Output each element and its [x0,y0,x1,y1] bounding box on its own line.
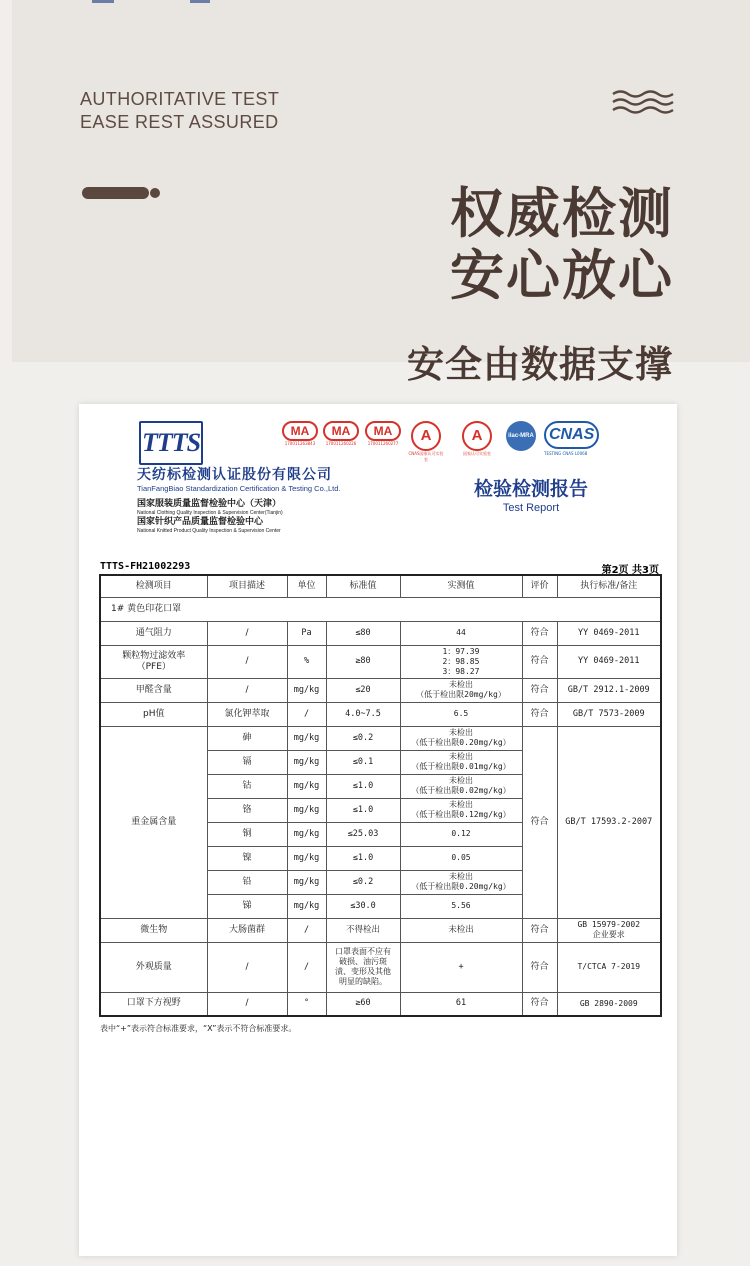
ilac-mra-seal: ilac-MRA [506,421,538,451]
item-description: 镍 [207,846,287,870]
test-item: 微生物 [100,918,207,942]
test-item: 口罩下方视野 [100,992,207,1016]
measured-value: 1：97.39 2：98.85 3：98.27 [400,645,522,678]
table-row [100,678,661,702]
measured-value: 未检出 （低于检出限0.12mg/kg） [400,798,522,822]
table-header-cell: 项目描述 [207,575,287,597]
inspection-centers [137,499,283,535]
measured-value: 5.56 [400,894,522,918]
wave-icon [611,89,675,115]
sample-label: 1# 黄色印花口罩 [100,597,661,621]
test-item: 通气阻力 [100,621,207,645]
cma-seal-1: MA 170011263843 [282,421,318,447]
standard-reference: YY 0469-2011 [557,645,661,678]
standard-value: 口罩表面不应有 破损、油污斑 渍、变形及其他 明显的缺陷。 [326,942,400,992]
unit: / [287,918,326,942]
standard-value: ≤1.0 [326,798,400,822]
evaluation: 符合 [522,702,557,726]
unit: mg/kg [287,774,326,798]
cnas-seal: CNAS TESTING CNAS L0068 [544,421,622,449]
measured-value: 未检出 （低于检出限20mg/kg） [400,678,522,702]
item-description: / [207,678,287,702]
evaluation: 符合 [522,726,557,918]
table-header-cell: 标准值 [326,575,400,597]
test-item: pH值 [100,702,207,726]
unit: mg/kg [287,798,326,822]
measured-value: 0.12 [400,822,522,846]
evaluation: 符合 [522,678,557,702]
table-header-cell: 执行标准/备注 [557,575,661,597]
item-description: / [207,992,287,1016]
top-decorative-marks [92,0,212,3]
table-row [100,992,661,1016]
item-description: 铜 [207,822,287,846]
subheadline: 安全由数据支撑 [407,343,673,386]
evaluation: 符合 [522,942,557,992]
item-description: 锑 [207,894,287,918]
item-description: 大肠菌群 [207,918,287,942]
cma-seal-2: MA 170011260226 [323,421,359,447]
unit: / [287,702,326,726]
standard-reference: GB 15979-2002 企业要求 [557,918,661,942]
item-description: 镉 [207,750,287,774]
table-row [100,621,661,645]
item-description: / [207,645,287,678]
standard-value: ≤1.0 [326,846,400,870]
ttts-logo: TTTS [139,421,203,465]
test-item: 甲醛含量 [100,678,207,702]
unit: mg/kg [287,750,326,774]
standard-value: 不得检出 [326,918,400,942]
table-header-row [100,575,661,597]
document-number: TTTS-FH21002293 [100,561,191,572]
item-description: 铬 [207,798,287,822]
standard-value: ≤30.0 [326,894,400,918]
table-row [100,918,661,942]
measured-value: 61 [400,992,522,1016]
table-footnote: 表中“+”表示符合标准要求，“X”表示不符合标准要求。 [100,1024,297,1033]
center-1-en: National Clothing Quality Inspection & Supervision Center(Tianjin) [137,510,283,516]
unit: mg/kg [287,726,326,750]
table-header-cell: 单位 [287,575,326,597]
measured-value: 6.5 [400,702,522,726]
test-results-table [99,574,662,1017]
report-title-cn: 检验检测报告 [473,478,588,500]
standard-reference: GB 2890-2009 [557,992,661,1016]
table-header-cell: 实测值 [400,575,522,597]
standard-value: ≥80 [326,645,400,678]
item-description: 氯化钾萃取 [207,702,287,726]
standard-reference: GB/T 17593.2-2007 [557,726,661,918]
evaluation: 符合 [522,645,557,678]
unit: mg/kg [287,870,326,894]
measured-value: 0.05 [400,846,522,870]
measured-value: 未检出 [400,918,522,942]
evaluation: 符合 [522,992,557,1016]
table-header-cell: 评价 [522,575,557,597]
unit: mg/kg [287,894,326,918]
unit: ° [287,992,326,1016]
eyebrow-line-2: EASE REST ASSURED [80,112,279,132]
measured-value: 44 [400,621,522,645]
cal-seal-2: A 国家认可实验室 [458,421,496,457]
standard-value: 4.0~7.5 [326,702,400,726]
standard-reference: YY 0469-2011 [557,621,661,645]
item-description: / [207,942,287,992]
standard-value: ≤0.1 [326,750,400,774]
standard-value: ≤0.2 [326,726,400,750]
cal-seal-1: A CNAS国家认可实验室 [407,421,445,463]
hero-background-panel [12,0,750,362]
item-description: / [207,621,287,645]
hero-section [0,0,750,370]
table-header-cell: 检测项目 [100,575,207,597]
unit: / [287,942,326,992]
table-row [100,702,661,726]
headline-line-1: 权威检测 [450,182,674,245]
unit: % [287,645,326,678]
report-title [466,477,596,515]
standard-reference: GB/T 2912.1-2009 [557,678,661,702]
item-description: 铅 [207,870,287,894]
measured-value: 未检出 （低于检出限0.20mg/kg） [400,726,522,750]
standard-value: ≤0.2 [326,870,400,894]
test-item: 外观质量 [100,942,207,992]
headline-line-2: 安心放心 [450,244,674,307]
report-title-en: Test Report [502,502,560,514]
item-description: 砷 [207,726,287,750]
measured-value: 未检出 （低于检出限0.01mg/kg） [400,750,522,774]
center-1-cn: 国家服装质量监督检验中心（天津） [137,499,282,509]
eyebrow-line-1: AUTHORITATIVE TEST [80,89,280,109]
test-item: 颗粒物过滤效率 （PFE） [100,645,207,678]
cma-seal-3: MA 170011260277 [365,421,401,447]
item-description: 钴 [207,774,287,798]
page-number: 第2页 共3页 [601,565,659,576]
test-item: 重金属含量 [100,726,207,918]
unit: mg/kg [287,846,326,870]
standard-value: ≤25.03 [326,822,400,846]
decor-pill [82,187,149,199]
sample-row [100,597,661,621]
table-row [100,645,661,678]
test-report-document [79,404,677,1256]
eyebrow-text [80,88,380,134]
unit: Pa [287,621,326,645]
headline [450,183,674,307]
table-row [100,942,661,992]
center-2-en: National Knitted Product Quality Inspection & Supervision Center [137,528,281,534]
standard-value: ≤20 [326,678,400,702]
evaluation: 符合 [522,621,557,645]
standard-value: ≤80 [326,621,400,645]
measured-value: 未检出 （低于检出限0.20mg/kg） [400,870,522,894]
certification-seals [282,421,622,461]
decor-dot [150,188,160,198]
company-block [137,467,340,494]
unit: mg/kg [287,822,326,846]
unit: mg/kg [287,678,326,702]
measured-value: 未检出 （低于检出限0.02mg/kg） [400,774,522,798]
evaluation: 符合 [522,918,557,942]
company-name-cn: 天纺标检测认证股份有限公司 [137,467,332,483]
company-name-en: TianFangBiao Standardization Certification & Testing Co.,Ltd. [137,484,341,493]
standard-reference: GB/T 7573-2009 [557,702,661,726]
standard-reference: T/CTCA 7-2019 [557,942,661,992]
metal-row [100,726,661,750]
standard-value: ≥60 [326,992,400,1016]
measured-value: + [400,942,522,992]
center-2-cn: 国家针织产品质量监督检验中心 [137,517,264,527]
standard-value: ≤1.0 [326,774,400,798]
